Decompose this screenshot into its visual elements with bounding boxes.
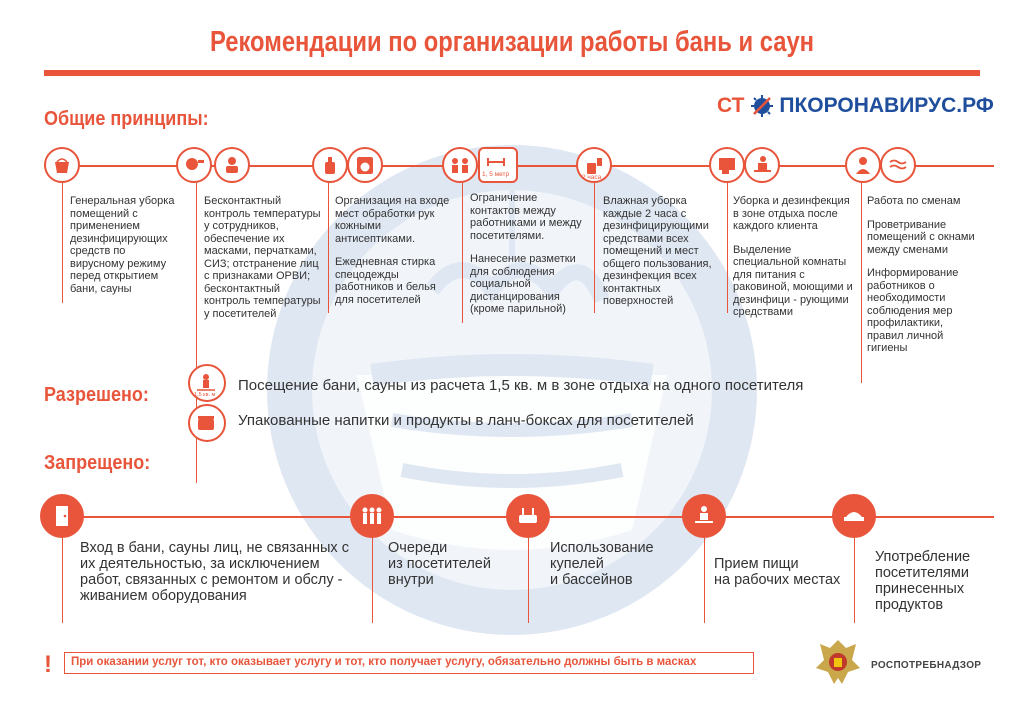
principle-paragraph: Выделение специальной комнаты для питания с раковиной, моющими и дезинфици - рующими средствами [733,243,853,318]
pool-icon [515,503,541,529]
door-icon [49,503,75,529]
forbidden-line: на рабочих местах [714,572,841,588]
logo-text-part1: СТ [717,94,745,117]
principle-6-icon-a [709,147,745,183]
principle-5-icon [576,147,612,183]
sanitizer-icon [319,154,341,176]
section-forbidden-heading: Запрещено: [44,452,151,474]
forbidden-line: живанием оборудования [80,588,247,604]
principle-4-icon-b [478,147,518,183]
forbidden-5-icon [832,494,876,538]
forbidden-3-icon [506,494,550,538]
forbidden-line: внутри [388,572,434,588]
forbidden-line: Использование [550,540,654,556]
forbidden-5-text [875,549,995,613]
forbidden-2-icon [350,494,394,538]
forbidden-4-icon [682,494,726,538]
principle-paragraph: Влажная уборка каждые 2 часа с дезинфицирующими средствами всех помещений и мест общего пользования, дезинфекция всех контактных поверхностей [603,195,712,307]
principle-6-icon-b [744,147,780,183]
principle-1-icon [44,147,80,183]
agency-name: РОСПОТРЕБНАДЗОР [871,660,982,671]
forbidden-line: их деятельностью, за исключением [80,556,320,572]
principle-paragraph: Проветривание помещений с окнами между сменами [867,218,975,256]
bucket-icon [51,154,73,176]
warning-mark: ! [44,651,52,678]
forbidden-1-icon [40,494,84,538]
cleaning-hand-icon [716,154,738,176]
two-hours-label: 2 часа [582,174,602,181]
spray-icon [583,154,605,176]
principle-paragraph: Ограничение контактов между работниками и между посетителями. [470,192,582,242]
forbidden-line: из посетителей [388,556,491,572]
lunchbox-icon [195,411,217,433]
principle-5-text [603,195,723,319]
allowed-item-2: Упакованные напитки и продукты в ланч-боксах для посетителей [238,412,694,429]
principle-1-stem [62,183,63,303]
principle-2-icon-b [214,147,250,183]
stopcoronavirus-logo[interactable] [717,94,994,120]
thermometer-icon [183,154,205,176]
forbidden-1-stem [62,538,63,623]
forbidden-line: и бассейнов [550,572,633,588]
forbidden-line: посетителями [875,565,969,581]
washing-machine-icon [354,154,376,176]
principle-paragraph: Работа по сменам [867,195,961,207]
forbidden-2-stem [372,538,373,623]
forbidden-line: работ, связанных с ремонтом и обслу - [80,572,343,588]
title-underline [44,70,980,76]
forbidden-line: купелей [550,556,604,572]
queue-icon [359,503,385,529]
principle-3-stem [328,183,329,313]
food-icon [841,503,867,529]
principle-7-stem [861,183,862,383]
eating-worker-icon [691,503,717,529]
dining-room-icon [751,154,773,176]
people-distance-icon [449,154,471,176]
area-label: 1,5 кв. м [194,392,216,398]
principle-paragraph: Нанесение разметки для соблюдения социальной дистанцирования (кроме парильной) [470,253,576,315]
allowed-item-1: Посещение бани, сауны из расчета 1,5 кв. м в зоне отдыха на одного посетителя [238,377,804,394]
principle-4-text [470,192,590,327]
principle-3-icon-b [347,147,383,183]
forbidden-3-text [550,540,670,588]
rospotrebnadzor-emblem [812,634,864,690]
forbidden-5-stem [854,538,855,623]
principle-2-icon-a [176,147,212,183]
forbidden-line: Прием пищи [714,556,799,572]
forbidden-line: Употребление [875,549,971,565]
principle-2-text [204,195,324,331]
principle-paragraph: Организация на входе мест обработки рук кожными антисептиками. [335,195,450,245]
distance-label: 1, 5 метр [482,171,510,178]
principle-7-icon-b [880,147,916,183]
principle-paragraph: Бесконтактный контроль температуры у сотрудников, обеспечение их масками, перчатками, СИЗ; отстранение лиц с признаками ОРВИ; бесконтактный контроль температуры у посетителей [204,195,321,320]
principle-6-stem [727,183,728,313]
forbidden-4-stem [704,538,705,623]
ventilation-icon [887,154,909,176]
principle-paragraph: Ежедневная стирка спецодежды работников и белья для посетителей [335,256,436,306]
principle-6-text [733,195,857,330]
forbidden-line: Вход в бани, сауны лиц, не связанных с [80,540,349,556]
section-general-heading: Общие принципы: [44,108,209,130]
mask-icon [221,154,243,176]
principle-paragraph: Информирование работников о необходимости соблюдения мер профилактики, правил личной гигиены [867,267,959,354]
forbidden-line: принесенных [875,581,965,597]
shift-worker-icon [852,154,874,176]
principle-paragraph: Генеральная уборка помещений с применением дезинфицирующих средств по вирусному режиму перед открытием бани, сауны [70,195,175,295]
allowed-1-icon [188,364,226,402]
virus-icon [750,94,774,118]
area-icon [195,371,217,393]
principle-3-icon-a [312,147,348,183]
forbidden-3-stem [528,538,529,623]
page-title: Рекомендации по организации работы бань и саун [209,26,815,58]
principle-5-stem [594,183,595,313]
allowed-2-icon [188,404,226,442]
forbidden-line: продуктов [875,597,944,613]
principle-7-icon-a [845,147,881,183]
mask-warning: При оказании услуг тот, кто оказывает услугу и тот, кто получает услугу, обязательно должны быть в масках [64,652,754,674]
forbidden-2-text [388,540,508,588]
principle-paragraph: Уборка и дезинфекция в зоне отдыха после каждого клиента [733,195,850,232]
logo-text-part2: ПКОРОНАВИРУС.РФ [779,94,994,117]
principle-4-stem [462,183,463,323]
principle-3-text [335,195,455,317]
forbidden-4-text [714,556,854,588]
forbidden-line: Очереди [388,540,448,556]
principle-1-text [70,195,175,306]
forbidden-1-text [80,540,360,604]
principle-7-text [867,195,977,366]
section-allowed-heading: Разрешено: [44,384,149,406]
principle-4-icon-a [442,147,478,183]
